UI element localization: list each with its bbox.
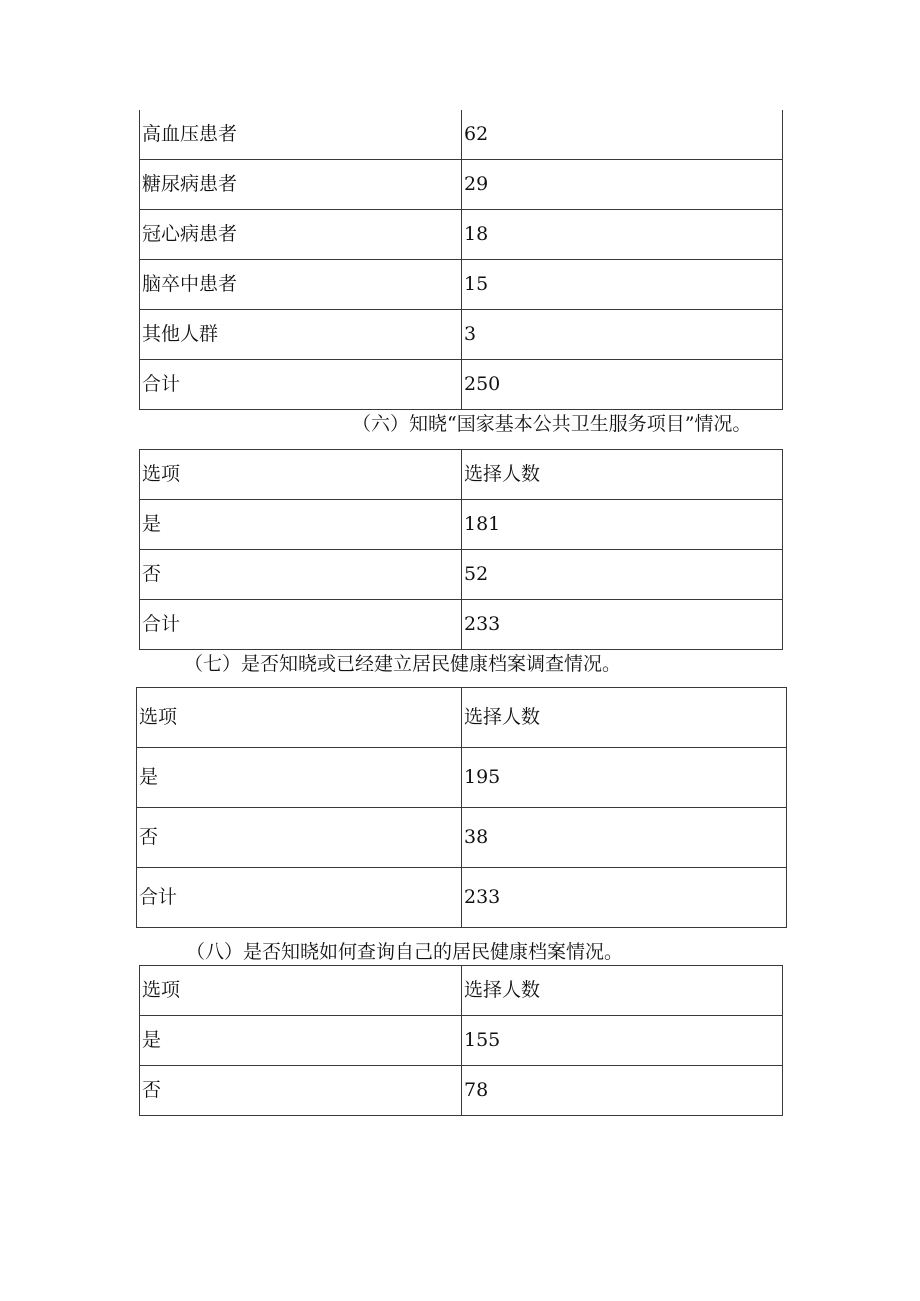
table-header-row [137, 688, 787, 748]
row-value: 181 [462, 500, 783, 550]
row-value: 250 [462, 360, 783, 410]
table-row [140, 550, 783, 600]
header-count: 选择人数 [462, 688, 787, 748]
row-label: 冠心病患者 [140, 210, 462, 260]
row-label: 是 [140, 500, 462, 550]
table-row [137, 808, 787, 868]
header-option: 选项 [140, 450, 462, 500]
row-value: 38 [462, 808, 787, 868]
row-value: 195 [462, 748, 787, 808]
row-value: 15 [462, 260, 783, 310]
population-table [139, 110, 783, 410]
table-header-row [140, 966, 783, 1016]
row-value: 233 [462, 600, 783, 650]
row-label: 合计 [140, 600, 462, 650]
row-value: 29 [462, 160, 783, 210]
section-6-caption: （六）知晓“国家基本公共卫生服务项目”情况。 [352, 413, 752, 435]
section-7-caption: （七）是否知晓或已经建立居民健康档案调查情况。 [184, 653, 622, 675]
header-option: 选项 [137, 688, 462, 748]
row-label: 否 [137, 808, 462, 868]
table-row [140, 500, 783, 550]
row-label: 合计 [140, 360, 462, 410]
table-row-total [140, 600, 783, 650]
table-row [140, 110, 783, 160]
row-value: 155 [462, 1016, 783, 1066]
table-row [140, 310, 783, 360]
row-label: 高血压患者 [140, 110, 462, 160]
section-6-table [139, 449, 783, 650]
table-row [140, 160, 783, 210]
row-label: 其他人群 [140, 310, 462, 360]
row-value: 78 [462, 1066, 783, 1116]
table-row [140, 210, 783, 260]
row-value: 62 [462, 110, 783, 160]
row-value: 52 [462, 550, 783, 600]
row-label: 脑卒中患者 [140, 260, 462, 310]
header-option: 选项 [140, 966, 462, 1016]
row-value: 18 [462, 210, 783, 260]
row-label: 否 [140, 550, 462, 600]
section-7-table [136, 687, 787, 928]
table-row-total [137, 868, 787, 928]
table-row [140, 260, 783, 310]
row-label: 否 [140, 1066, 462, 1116]
table-header-row [140, 450, 783, 500]
table-row-total [140, 360, 783, 410]
section-8-caption: （八）是否知晓如何查询自己的居民健康档案情况。 [186, 941, 624, 963]
table-row [140, 1066, 783, 1116]
table-row [140, 1016, 783, 1066]
row-label: 是 [137, 748, 462, 808]
row-label: 糖尿病患者 [140, 160, 462, 210]
header-count: 选择人数 [462, 450, 783, 500]
header-count: 选择人数 [462, 966, 783, 1016]
table-row [137, 748, 787, 808]
row-label: 合计 [137, 868, 462, 928]
row-label: 是 [140, 1016, 462, 1066]
section-8-table [139, 965, 783, 1116]
row-value: 233 [462, 868, 787, 928]
row-value: 3 [462, 310, 783, 360]
